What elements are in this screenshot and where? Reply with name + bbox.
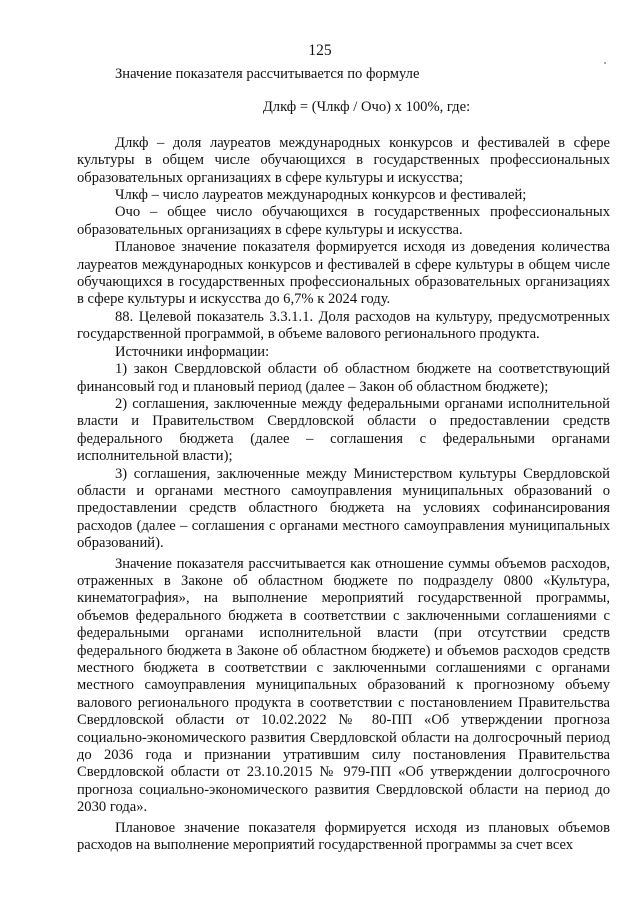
paragraph-source-2: 2) соглашения, заключенные между федеральными органами исполнительной власти и Правительством Свердловской области о предоставлении средств федерального бюджета (далее – соглашения с федеральными органами исполнительной власти); [77, 395, 610, 465]
paragraph-source-3: 3) соглашения, заключенные между Министерством культуры Свердловской области и органами местного самоуправления муниципальных образований о предоставлении средств областного бюджета на условиях софинансирования расходов (далее – соглашения с органами местного самоуправления муниципальных образований). [77, 465, 610, 552]
page-number: 125 [308, 42, 332, 59]
paragraph-definition-chlkf: Члкф – число лауреатов международных конкурсов и фестивалей; [115, 187, 527, 204]
paragraph-planned-value: Плановое значение показателя формируется исходя из доведения количества лауреатов международных конкурсов и фестивалей в сфере культуры в общем числе обучающихся в государственных профессиональных образовательных организациях в сфере культуры и искусства до 6,7% к 2024 году. [77, 239, 610, 308]
formula: Длкф = (Члкф / Очо) х 100%, где: [262, 99, 471, 116]
paragraph-target-indicator: 88. Целевой показатель 3.3.1.1. Доля расходов на культуру, предусмотренных государственной программой, в объеме валового регионального продукта. [77, 308, 610, 343]
paragraph-source-1: 1) закон Свердловской области об областном бюджете на соответствующий финансовый год и плановый период (далее – Закон об областном бюджете); [77, 361, 610, 395]
paragraph-definition-dlkf: Длкф – доля лауреатов международных конкурсов и фестивалей в сфере культуры в общем числе обучающихся в государственных профессиональных образовательных организациях в сфере культуры и искусства; [77, 134, 610, 186]
paragraph-definition-ocho: Очо – общее число обучающихся в государственных профессиональных образовательных организациях в сфере культуры и искусства. [77, 204, 610, 238]
paragraph-sources-heading: Источники информации: [115, 343, 270, 360]
scan-speck [604, 62, 606, 64]
paragraph-formula-intro: Значение показателя рассчитывается по формуле [115, 66, 420, 82]
document-body [77, 66, 610, 854]
paragraph-calculation: Значение показателя рассчитывается как отношение суммы объемов расходов, отраженных в Законе об областном бюджете по подразделу 0800 «Культура, кинематография», на выполнение мероприятий государственной программы, объемов федерального бюджета в соответствии с заключенными соглашениями с федеральными органами исполнительной власти (при отсутствии средств федерального бюджета в Законе об областном бюджете) и объемов расходов средств местного бюджета в соответствии с заключенными соглашениями с органами местного самоуправления муниципальных образований к прогнозному объему валового регионального продукта в соответствии с постановлением Правительства Свердловской области от 10.02.2022 № 80-ПП «Об утверждении прогноза социально-экономического развития Свердловской области на долгосрочный период до 2036 года и признании утратившим силу постановления Правительства Свердловской области от 23.10.2015 № 979-ПП «Об утверждении долгосрочного прогноза социально-экономического развития Свердловской области на период до 2030 года». [77, 555, 610, 816]
paragraph-planned-value-2: Плановое значение показателя формируется исходя из плановых объемов расходов на выполнение мероприятий государственной программы за счет всех [77, 819, 610, 854]
